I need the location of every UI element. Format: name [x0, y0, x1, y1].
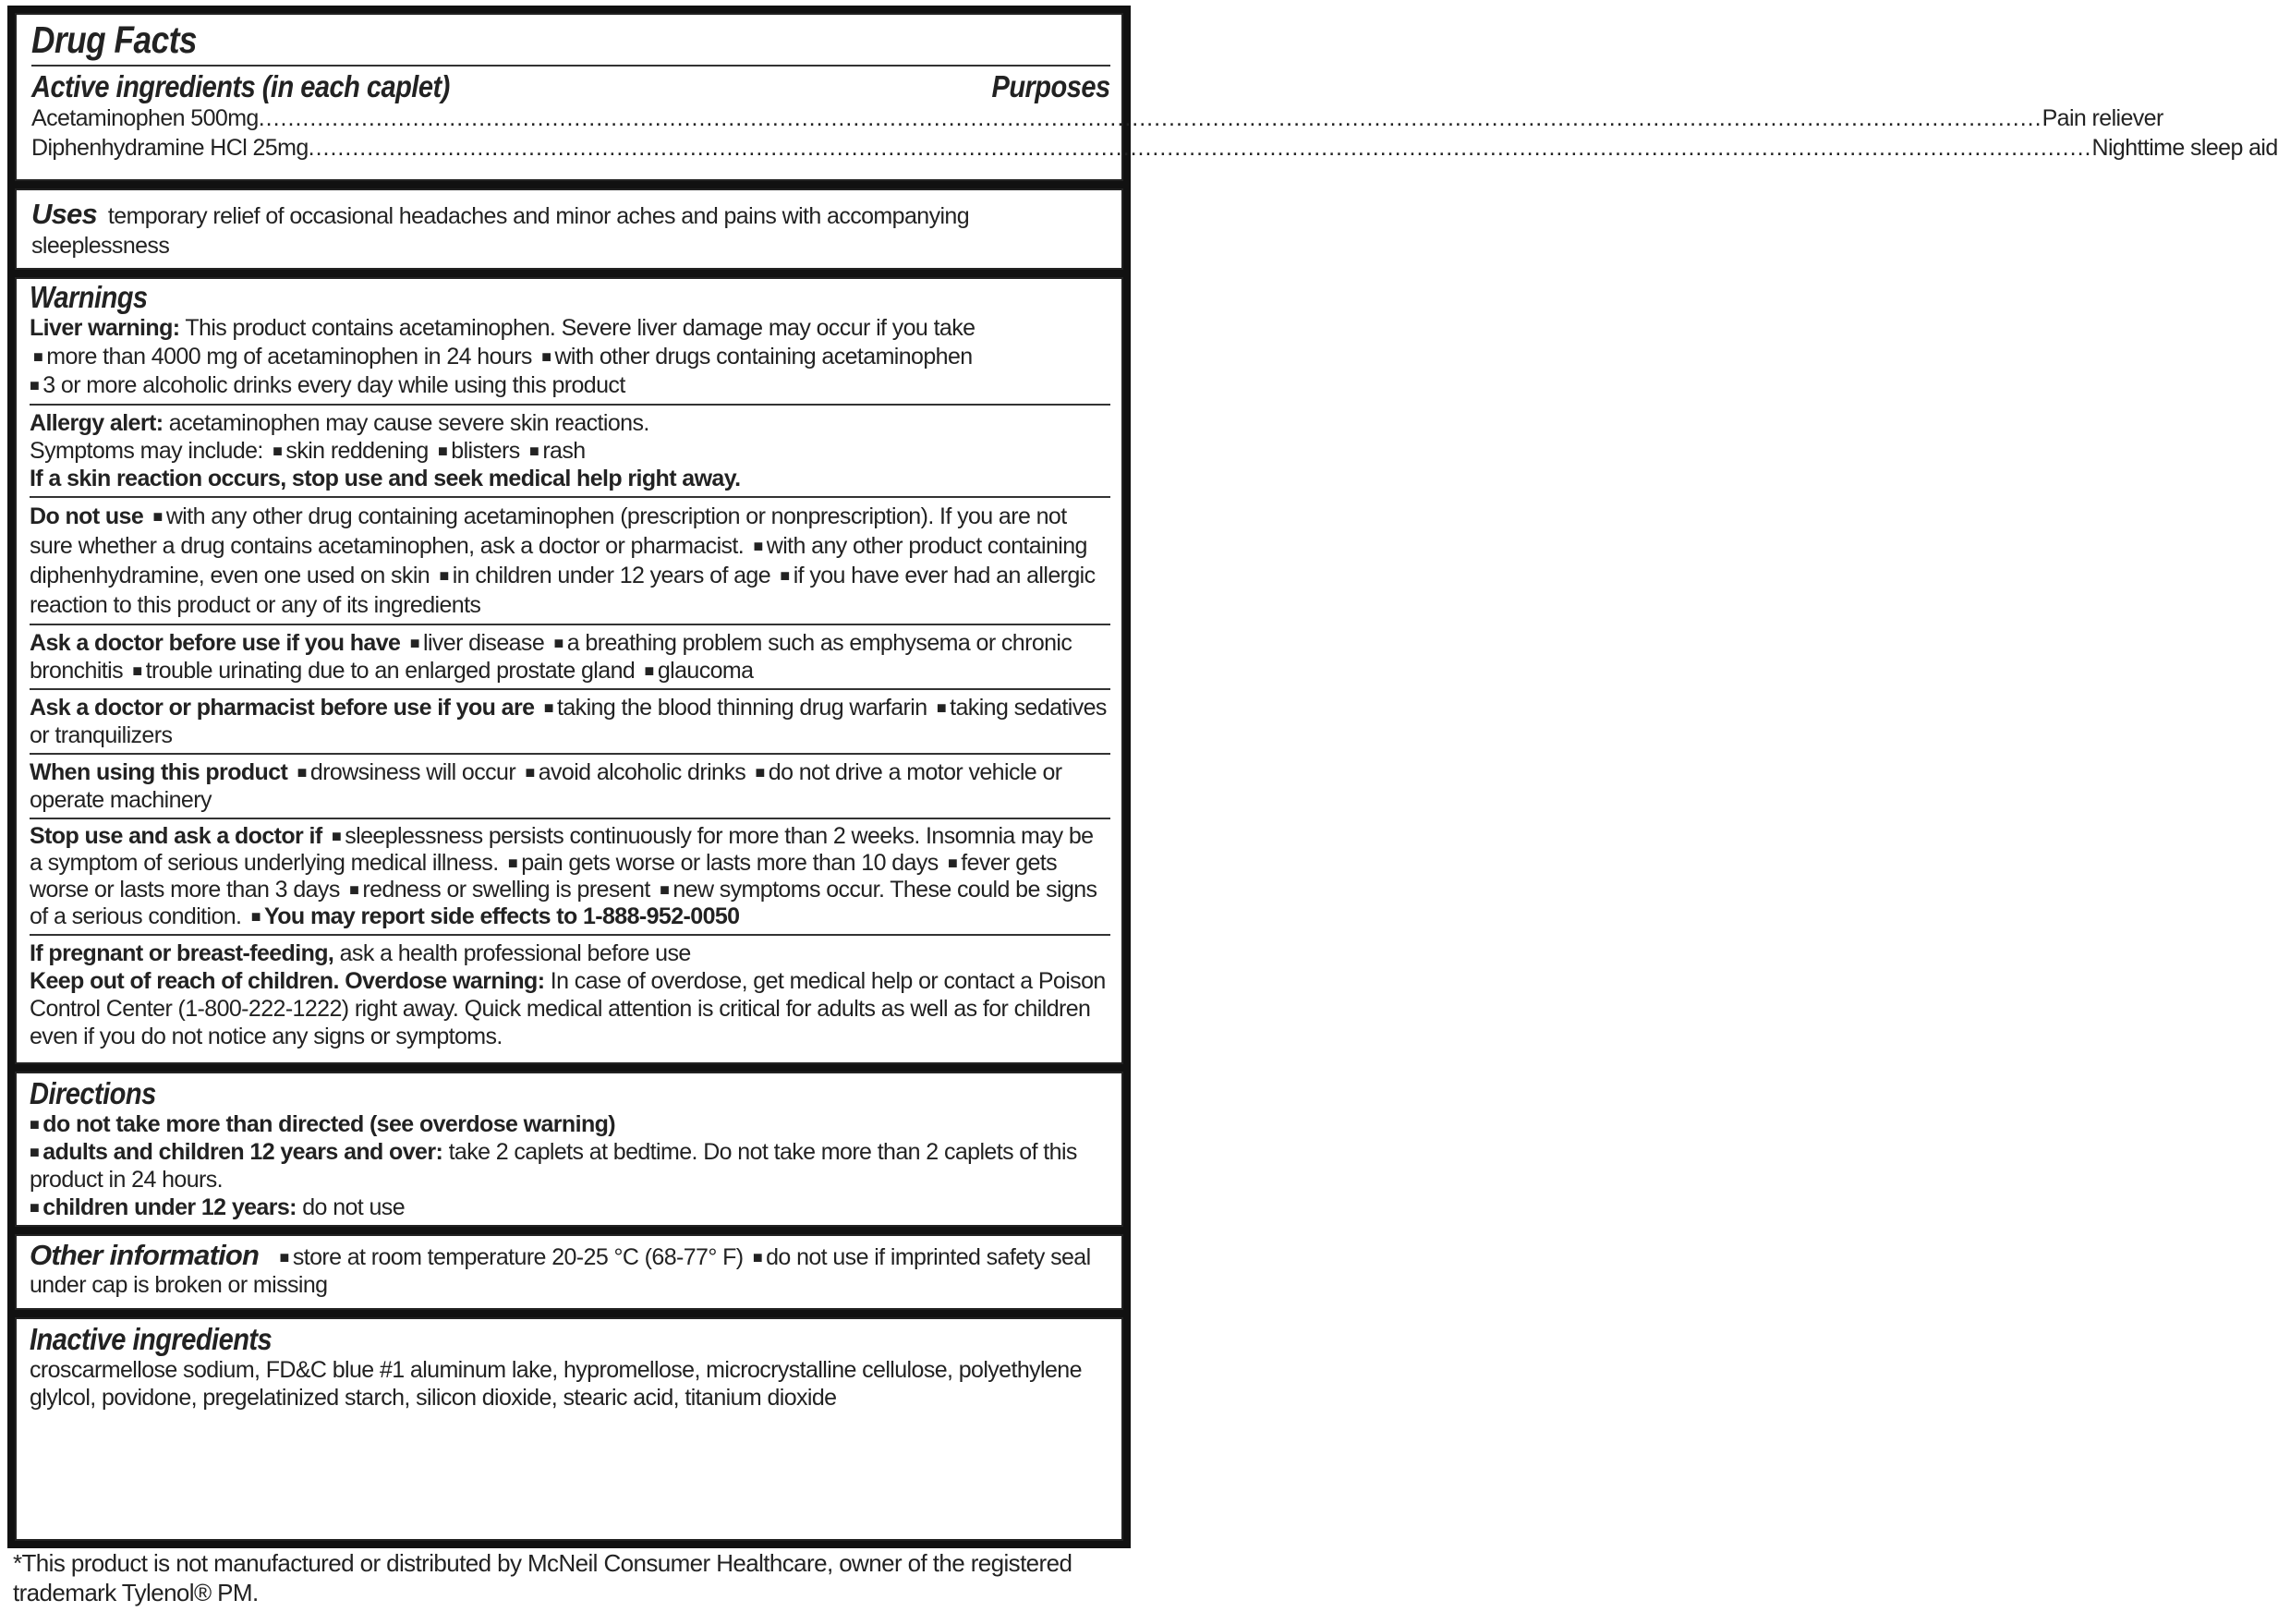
active-ingredients-heading: Active ingredients (in each caplet)	[31, 69, 450, 103]
active-ingredients-box	[15, 13, 2278, 181]
when-using	[30, 758, 1110, 814]
uses-heading: Uses	[31, 198, 97, 230]
uses-section	[31, 200, 1110, 261]
bullet: ■	[349, 880, 359, 899]
ask-pharmacist-label: Ask a doctor or pharmacist before use if you are	[30, 695, 535, 721]
ingredient-purpose: Pain reliever	[2042, 105, 2163, 131]
directions-children-text: do not use	[302, 1194, 406, 1220]
liver-warning-label: Liver warning:	[30, 315, 180, 341]
other-information	[30, 1239, 1110, 1299]
directions-heading: Directions	[30, 1076, 156, 1110]
other-bullet-1: store at room temperature 20-25 °C (68-77° F)	[292, 1244, 744, 1270]
bullet: ■	[132, 661, 142, 680]
ask-doctor-bullet-2: a breathing problem such as emphysema or chronic bronchitis	[30, 630, 1072, 684]
bullet: ■	[780, 566, 790, 585]
directions-bullet-1: do not take more than directed (see overdose warning)	[42, 1111, 616, 1137]
bullet: ■	[273, 442, 283, 460]
inactive-ingredients-text: croscarmellose sodium, FD&C blue #1 aluminum lake, hypromellose, microcrystalline cellulose, polyethylene glylcol, povidone, pregelatinized starch, silicon dioxide, stearic acid, titanium dioxide	[30, 1357, 1082, 1411]
do-not-use-bullet-4: if you have ever had an allergic reaction to this product or any of its ingredients	[30, 563, 1096, 618]
purposes-heading: Purposes	[991, 69, 1110, 103]
leader-dots: ...................................................................................................................................................................................................................................................	[308, 135, 2092, 161]
stop-use	[30, 823, 1110, 930]
stop-use-bullet-6: You may report side effects to 1-888-952-0050	[264, 903, 740, 929]
directions-adults-label: adults and children 12 years and over:	[42, 1139, 443, 1165]
drug-facts-panel	[7, 6, 2278, 1548]
ask-doctor-bullet-1: liver disease	[422, 630, 545, 656]
allergy-symptoms: Symptoms may include:	[30, 438, 263, 464]
bullet: ■	[30, 1143, 40, 1161]
bullet: ■	[250, 907, 261, 926]
bullet: ■	[755, 763, 765, 782]
bullet: ■	[331, 827, 342, 845]
do-not-use	[30, 502, 1110, 620]
allergy-text: acetaminophen may cause severe skin reactions.	[168, 410, 649, 436]
stop-use-bullet-3: fever gets worse or lasts more than 3 days	[30, 850, 1058, 903]
inactive-heading-wrap	[30, 1323, 1110, 1356]
do-not-use-label: Do not use	[30, 503, 144, 529]
allergy-bullet-2: blisters	[451, 438, 520, 464]
stop-use-bullet-2: pain gets worse or lasts more than 10 days	[521, 850, 939, 876]
uses-box	[15, 188, 1123, 270]
allergy-bullet-3: rash	[542, 438, 586, 464]
ingredient-name: Acetaminophen 500mg	[31, 105, 259, 131]
allergy-bullet-1: skin reddening	[285, 438, 429, 464]
liver-warning	[30, 314, 1110, 400]
section-divider	[30, 404, 1110, 406]
when-using-bullet-3: do not drive a motor vehicle or operate machinery	[30, 759, 1062, 813]
ingredient-purpose: Nighttime sleep aid	[2091, 135, 2278, 161]
directions-box	[15, 1072, 1123, 1227]
allergy-bold-line: If a skin reaction occurs, stop use and seek medical help right away.	[30, 466, 741, 491]
allergy-alert	[30, 409, 1110, 492]
leader-dots: ...................................................................................................................................................................................................................................................	[258, 105, 2042, 131]
overdose-text: In case of overdose, get medical help or contact a Poison Control Center (1-800-222-1222) right away. Quick medical attention is critical for adults as well as for children even if you do not notice any signs or symptoms.	[30, 968, 1106, 1049]
bullet: ■	[529, 442, 539, 460]
inactive-ingredients-heading: Inactive ingredients	[30, 1322, 273, 1356]
section-divider	[30, 934, 1110, 936]
liver-bullet-3: 3 or more alcoholic drinks every day while using this product	[42, 372, 625, 398]
bullet: ■	[525, 763, 535, 782]
ask-doctor-bullet-3: trouble urinating due to an enlarged prostate gland	[145, 658, 636, 684]
ingredient-name: Diphenhydramine HCl 25mg	[31, 135, 309, 161]
when-using-label: When using this product	[30, 759, 288, 785]
stop-use-bullet-4: redness or swelling is present	[362, 877, 650, 903]
bullet: ■	[152, 507, 163, 526]
stop-use-bullet-1: sleeplessness persists continuously for more than 2 weeks. Insomnia may be a symptom of serious underlying medical illness.	[30, 823, 1094, 876]
uses-text: temporary relief of occasional headaches and minor aches and pains with accompanying sleeplessness	[31, 203, 970, 259]
ask-doctor	[30, 629, 1110, 685]
title-divider	[31, 65, 1110, 67]
bullet: ■	[507, 854, 518, 872]
liver-warning-text: This product contains acetaminophen. Severe liver damage may occur if you take	[185, 315, 975, 341]
ask-pharmacist	[30, 694, 1110, 749]
other-information-box	[15, 1234, 1123, 1310]
stop-use-bullet-5: new symptoms occur. These could be signs of a serious condition.	[30, 877, 1097, 929]
allergy-label: Allergy alert:	[30, 410, 164, 436]
active-ingredients-header	[31, 70, 1110, 103]
when-using-bullet-1: drowsiness will occur	[309, 759, 516, 785]
bullet: ■	[30, 376, 40, 394]
bullet: ■	[439, 566, 449, 585]
bullet: ■	[297, 763, 307, 782]
bullet: ■	[752, 1248, 763, 1266]
ask-pharmacist-bullet-2: taking sedatives or tranquilizers	[30, 695, 1107, 748]
directions-children-label: children under 12 years:	[42, 1194, 297, 1220]
page-title: Drug Facts	[31, 18, 198, 61]
bullet: ■	[543, 698, 554, 717]
when-using-bullet-2: avoid alcoholic drinks	[538, 759, 746, 785]
bullet: ■	[644, 661, 654, 680]
bullet: ■	[947, 854, 958, 872]
do-not-use-bullet-2: with any other product containing diphenhydramine, even one used on skin	[30, 533, 1087, 588]
stop-use-label: Stop use and ask a doctor if	[30, 823, 322, 849]
bullet: ■	[30, 1115, 40, 1133]
bullet: ■	[660, 880, 670, 899]
ask-doctor-bullet-4: glaucoma	[657, 658, 754, 684]
bullet: ■	[30, 1198, 40, 1217]
pregnancy-and-overdose	[30, 939, 1110, 1050]
directions-adults-text: take 2 caplets at bedtime. Do not take more than 2 caplets of this product in 24 hours.	[30, 1139, 1077, 1193]
overdose-label: Overdose warning:	[345, 968, 545, 994]
directions-list	[30, 1110, 1110, 1221]
do-not-use-bullet-1: with any other drug containing acetaminophen (prescription or nonprescription). If you are not sure whether a drug contains acetaminophen, ask a doctor or pharmacist.	[30, 503, 1067, 559]
section-divider	[30, 624, 1110, 625]
liver-bullet-2: with other drugs containing acetaminophen	[554, 344, 973, 370]
section-divider	[30, 753, 1110, 755]
bullet: ■	[438, 442, 448, 460]
warnings-box	[15, 277, 1123, 1064]
bullet: ■	[541, 347, 551, 366]
warnings-heading-wrap	[30, 281, 1110, 314]
do-not-use-bullet-3: in children under 12 years of age	[452, 563, 771, 588]
bullet: ■	[753, 537, 763, 555]
section-divider	[30, 818, 1110, 819]
ask-doctor-label: Ask a doctor before use if you have	[30, 630, 401, 656]
bullet: ■	[936, 698, 947, 717]
liver-bullet-1: more than 4000 mg of acetaminophen in 24 hours	[46, 344, 532, 370]
pregnant-label: If pregnant or breast-feeding,	[30, 940, 334, 966]
other-information-heading: Other information	[30, 1239, 260, 1271]
keep-out-label: Keep out of reach of children.	[30, 968, 339, 994]
ask-pharmacist-bullet-1: taking the blood thinning drug warfarin	[557, 695, 927, 721]
inactive-ingredients-box	[15, 1317, 1123, 1541]
bullet: ■	[33, 347, 43, 366]
directions-heading-wrap	[30, 1077, 1110, 1110]
bullet: ■	[409, 634, 419, 652]
pregnant-text: ask a health professional before use	[339, 940, 691, 966]
trademark-footnote: *This product is not manufactured or distributed by McNeil Consumer Healthcare, owner of the registered trademark Tylenol® PM.	[13, 1549, 1072, 1606]
bullet: ■	[553, 634, 563, 652]
bullet: ■	[279, 1248, 289, 1266]
section-divider	[30, 688, 1110, 690]
warnings-heading: Warnings	[30, 280, 148, 314]
section-divider	[30, 496, 1110, 498]
ingredient-row	[31, 133, 2278, 163]
ingredient-row	[31, 103, 2163, 133]
other-bullet-2: do not use if imprinted safety seal under cap is broken or missing	[30, 1244, 1091, 1298]
